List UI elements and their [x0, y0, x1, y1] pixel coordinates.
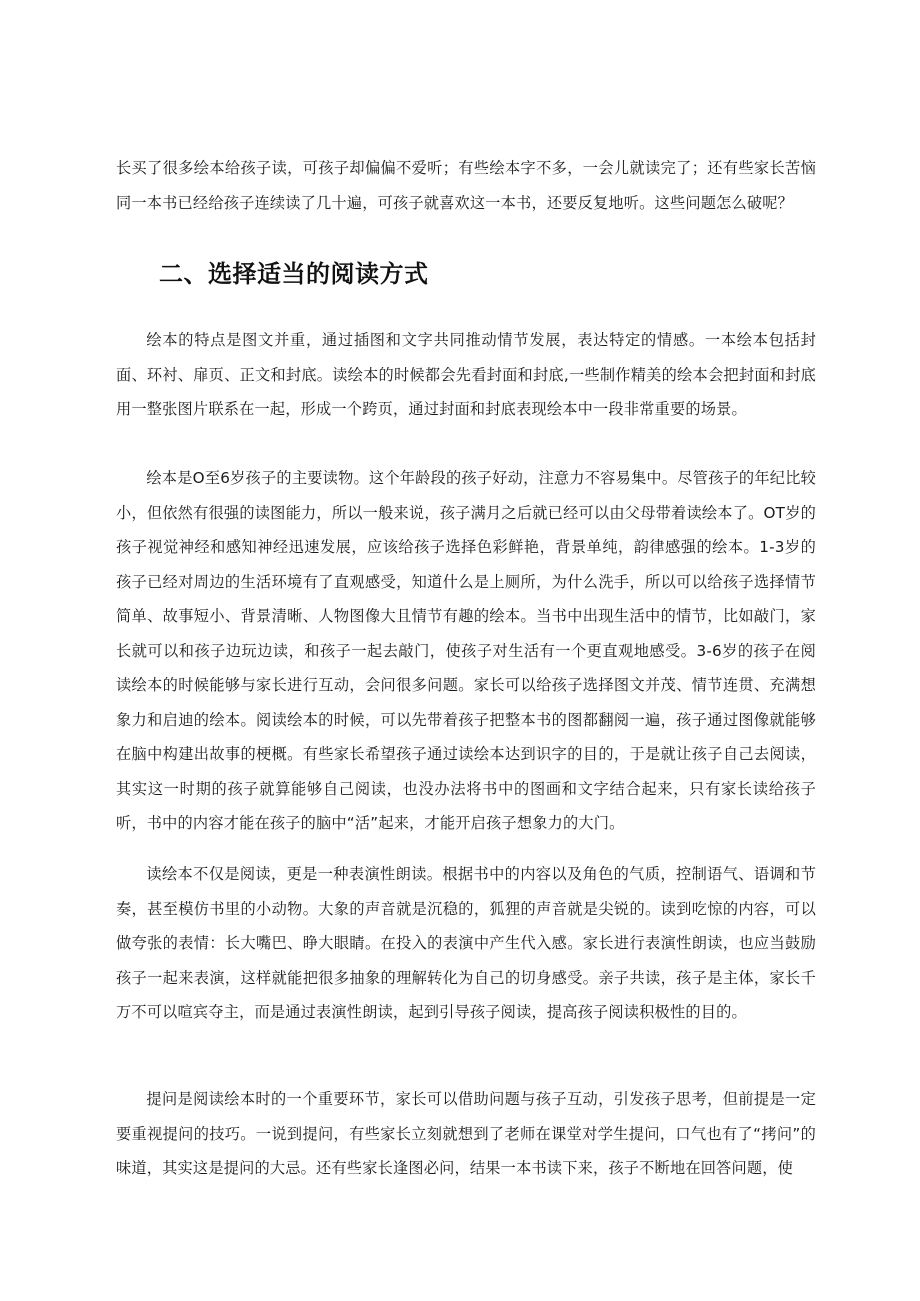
intro-paragraph: 长买了很多绘本给孩子读，可孩子却偏偏不爱听；有些绘本字不多，一会儿就读完了；还有些家长苦恼同一本书已经给孩子连续读了几十遍，可孩子就喜欢这一本书，还要反复地听。这些问题怎么破呢？ [116, 159, 816, 212]
body-paragraph: 绘本是O至6岁孩子的主要读物。这个年龄段的孩子好动，注意力不容易集中。尽管孩子的年纪比较小，但依然有很强的读图能力，所以一般来说，孩子满月之后就已经可以由父母带着读绘本了。OT岁的孩子视觉神经和感知神经迅速发展，应该给孩子选择色彩鲜艳，背景单纯，韵律感强的绘本。1-3岁的孩子已经对周边的生活环境有了直观感受，知道什么是上厕所，为什么洗手，所以可以给孩子选择情节简单、故事短小、背景清晰、人物图像大且情节有趣的绘本。当书中出现生活中的情节，比如敲门，家长就可以和孩子边玩边读，和孩子一起去敲门，使孩子对生活有一个更直观地感受。3-6岁的孩子在阅读绘本的时候能够与家长进行互动，会问很多问题。家长可以给孩子选择图文并茂、情节连贯、充满想象力和启迪的绘本。阅读绘本的时候，可以先带着孩子把整本书的图都翻阅一遍，孩子通过图像就能够在脑中构建出故事的梗概。有些家长希望孩子通过读绘本达到识字的目的，于是就让孩子自己去阅读，其实这一时期的孩子就算能够自己阅读，也没办法将书中的图画和文字结合起来，只有家长读给孩子听，书中的内容才能在孩子的脑中“活”起来，才能开启孩子想象力的大门。 [116, 469, 816, 832]
body-paragraph: 读绘本不仅是阅读，更是一种表演性朗读。根据书中的内容以及角色的气质，控制语气、语调和节奏，甚至模仿书里的小动物。大象的声音就是沉稳的，狐狸的声音就是尖锐的。读到吃惊的内容，可以做夸张的表情：长大嘴巴、睁大眼睛。在投入的表演中产生代入感。家长进行表演性朗读，也应当鼓励孩子一起来表演，这样就能把很多抽象的理解转化为自己的切身感受。亲子共读，孩子是主体，家长千万不可以喧宾夺主，而是通过表演性朗读，起到引导孩子阅读，提高孩子阅读积极性的目的。 [116, 865, 816, 1021]
body-paragraph: 绘本的特点是图文并重，通过插图和文字共同推动情节发展，表达特定的情感。一本绘本包括封面、环衬、扉页、正文和封底。读绘本的时候都会先看封面和封底,一些制作精美的绘本会把封面和封底用一整张图片联系在一起，形成一个跨页，通过封面和封底表现绘本中一段非常重要的场景。 [116, 331, 816, 418]
section-heading: 二、选择适当的阅读方式 [159, 260, 429, 288]
body-paragraph: 提问是阅读绘本时的一个重要环节，家长可以借助问题与孩子互动，引发孩子思考，但前提是一定要重视提问的技巧。一说到提问，有些家长立刻就想到了老师在课堂对学生提问，口气也有了“拷问”的味道，其实这是提问的大忌。还有些家长逢图必问，结果一本书读下来，孩子不断地在回答问题，使 [116, 1090, 816, 1177]
